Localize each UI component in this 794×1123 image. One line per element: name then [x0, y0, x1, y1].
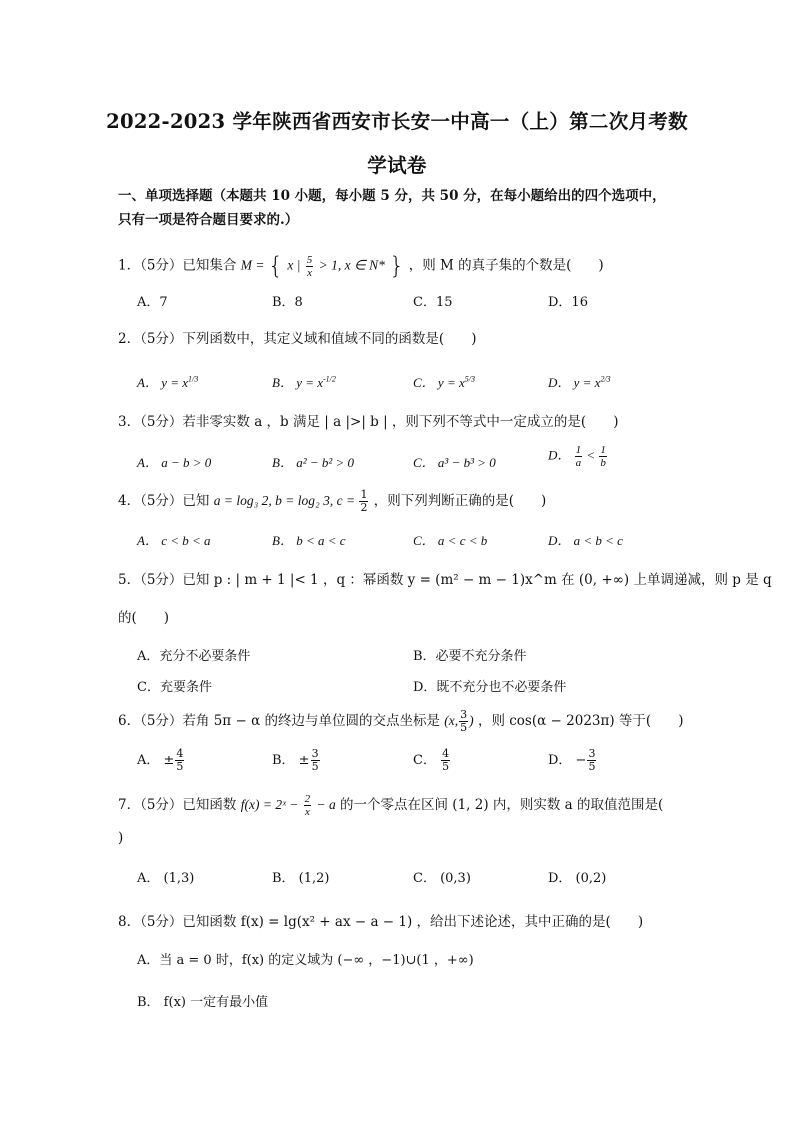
q6-fraction	[459, 709, 468, 734]
q6-c-den: 5	[442, 760, 450, 773]
question-3: 3．（5分）若非零实数 a ，b 满足 | a |>| b | ，则下列不等式中一定成立的是( )	[118, 414, 619, 430]
q3-option-c: C． a³ − b³ > 0	[413, 455, 496, 470]
q1-frac-num: 5	[306, 253, 313, 266]
question-7-line2: )	[118, 830, 124, 846]
q3-d-frac1-den: a	[575, 457, 582, 469]
q6-c-frac	[441, 748, 450, 773]
q1-prefix: 1．（5分）已知集合	[118, 257, 237, 274]
question-1	[118, 252, 604, 280]
q3-option-d	[548, 444, 608, 469]
q3-d-frac2-den: b	[600, 457, 606, 469]
q1-option-b: B．8	[272, 295, 303, 310]
q6-option-b	[272, 748, 321, 773]
question-5-line1: 5．（5分）已知 p : | m + 1 |< 1 ，q ：幂函数 y = (m² − m − 1)x^m 在 (0, +∞) 上单调递减，则 p 是 q	[118, 572, 772, 588]
q6-frac-num: 3	[460, 708, 468, 721]
q6-b-num: 3	[311, 747, 319, 760]
q5-option-d: D．既不充分也不必要条件	[413, 680, 567, 695]
q2-c-exp: 5/3	[464, 374, 475, 384]
q4-suffix: ，则下列判断正确的是( )	[373, 493, 547, 509]
left-brace-icon: {	[267, 252, 284, 280]
q3-d-frac1	[575, 444, 583, 469]
q7-option-d: D． (0,2)	[548, 871, 607, 886]
q5-option-a: A．充分不必要条件	[137, 649, 251, 664]
q5-option-c: C．充要条件	[137, 680, 212, 695]
q6-c-prefix: C．	[413, 753, 436, 768]
q6-option-d	[548, 748, 597, 773]
q7-suffix: 的一个零点在区间 (1, 2) 内，则实数 a 的取值范围是(	[340, 797, 664, 813]
q4-expr: a = log₃ 2, b = log₂ 3, c =	[213, 493, 359, 508]
q6-d-den: 5	[588, 760, 596, 773]
q2-d-exp: 2/3	[600, 374, 611, 384]
q6-d-frac	[587, 748, 596, 773]
q8-option-a: A．当 a = 0 时，f(x) 的定义域为 (−∞ ，−1)∪(1 ，+∞)	[137, 953, 474, 968]
question-2: 2．（5分）下列函数中，其定义域和值域不同的函数是( )	[118, 331, 477, 347]
q6-b-prefix: B． ±	[272, 753, 310, 768]
q2-option-a	[137, 372, 198, 391]
q4-frac-num: 1	[360, 488, 368, 501]
q3-option-a: A． a − b > 0	[137, 455, 212, 470]
question-7	[118, 793, 663, 818]
q6-option-c	[413, 748, 451, 773]
q7-option-b: B． (1,2)	[272, 871, 330, 886]
q1-option-d: D．16	[548, 295, 588, 310]
q6-a-den: 5	[176, 760, 184, 773]
exam-title-line1: 2022-2023 学年陕西省西安市长安一中高一（上）第二次月考数	[106, 110, 688, 133]
q1-set-post: > 1, x ∈ N*	[318, 257, 385, 273]
q1-fraction	[306, 254, 314, 279]
q6-a-prefix: A． ±	[137, 753, 175, 768]
q2-option-c	[413, 372, 475, 391]
q2-d-base: D． y = x	[548, 375, 601, 390]
q1-frac-den: x	[307, 266, 312, 279]
q3-d-frac2	[599, 444, 607, 469]
q2-b-exp: -1/2	[323, 374, 336, 384]
q6-a-num: 4	[176, 747, 184, 760]
question-5-line2: 的( )	[118, 610, 170, 626]
q3-d-frac2-num: 1	[600, 444, 606, 456]
q6-d-num: 3	[588, 747, 596, 760]
q4-option-b: B． b < a < c	[272, 533, 346, 548]
q6-point-pre: (x,	[444, 713, 459, 728]
exam-title-line2: 学试卷	[367, 154, 427, 177]
q4-frac-den: 2	[360, 501, 368, 514]
question-4	[118, 489, 546, 514]
q6-frac-den: 5	[460, 721, 468, 734]
q2-c-base: C． y = x	[413, 375, 465, 390]
q6-a-frac	[175, 748, 184, 773]
q6-prefix: 6．（5分）若角 5π − α 的终边与单位圆的交点坐标是	[118, 713, 440, 729]
q3-d-prefix: D．	[548, 447, 571, 463]
q6-option-a	[137, 748, 185, 773]
q8-option-b: B． f(x) 一定有最小值	[137, 995, 269, 1010]
q4-option-a: A． c < b < a	[137, 533, 211, 548]
q2-option-d	[548, 372, 611, 391]
q5-option-b: B．必要不充分条件	[413, 649, 527, 664]
section-heading: 一、单项选择题（本题共 10 小题，每小题 5 分，共 50 分，在每小题给出的四个选项中，只有一项是符合题目要求的.）	[118, 188, 666, 228]
q1-suffix: ，则 M 的真子集的个数是( )	[408, 257, 604, 274]
q3-d-frac1-num: 1	[575, 444, 582, 456]
q2-option-b	[272, 372, 336, 391]
q6-d-prefix: D． −	[548, 753, 587, 768]
q6-b-frac	[311, 748, 320, 773]
q7-option-c: C． (0,3)	[413, 871, 471, 886]
q6-point-post: )	[469, 713, 474, 728]
question-6	[118, 709, 683, 734]
q7-prefix: 7．（5分）已知函数	[118, 797, 237, 813]
q1-set-lhs: M =	[240, 257, 268, 273]
q3-option-b: B． a² − b² > 0	[272, 455, 355, 470]
q4-option-d: D． a < b < c	[548, 533, 623, 548]
q3-d-less-than: <	[586, 447, 596, 463]
q6-b-den: 5	[311, 760, 319, 773]
q2-a-exp: 1/3	[188, 374, 199, 384]
q4-fraction	[359, 489, 368, 514]
q2-b-base: B． y = x	[272, 375, 324, 390]
q7-fraction	[304, 793, 312, 818]
q1-option-a: A．7	[137, 295, 168, 310]
q7-expr-pre: f(x) = 2ˣ −	[240, 797, 299, 812]
q4-prefix: 4．（5分）已知	[118, 493, 210, 509]
question-8: 8．（5分）已知函数 f(x) = lg(x² + ax − a − 1) ，给出下述论述，其中正确的是( )	[118, 914, 644, 930]
q6-suffix: ，则 cos(α − 2023π) 等于( )	[477, 713, 684, 729]
q1-option-c: C．15	[413, 295, 453, 310]
q7-option-a: A． (1,3)	[137, 871, 195, 886]
q2-a-base: A． y = x	[137, 375, 189, 390]
q4-option-c: C． a < c < b	[413, 533, 488, 548]
q7-expr-post: − a	[316, 797, 336, 812]
q7-frac-num: 2	[304, 793, 311, 805]
q6-c-num: 4	[442, 747, 450, 760]
right-brace-icon: }	[389, 252, 405, 280]
q7-frac-den: x	[304, 806, 310, 818]
q1-set-pre: x |	[287, 257, 301, 273]
